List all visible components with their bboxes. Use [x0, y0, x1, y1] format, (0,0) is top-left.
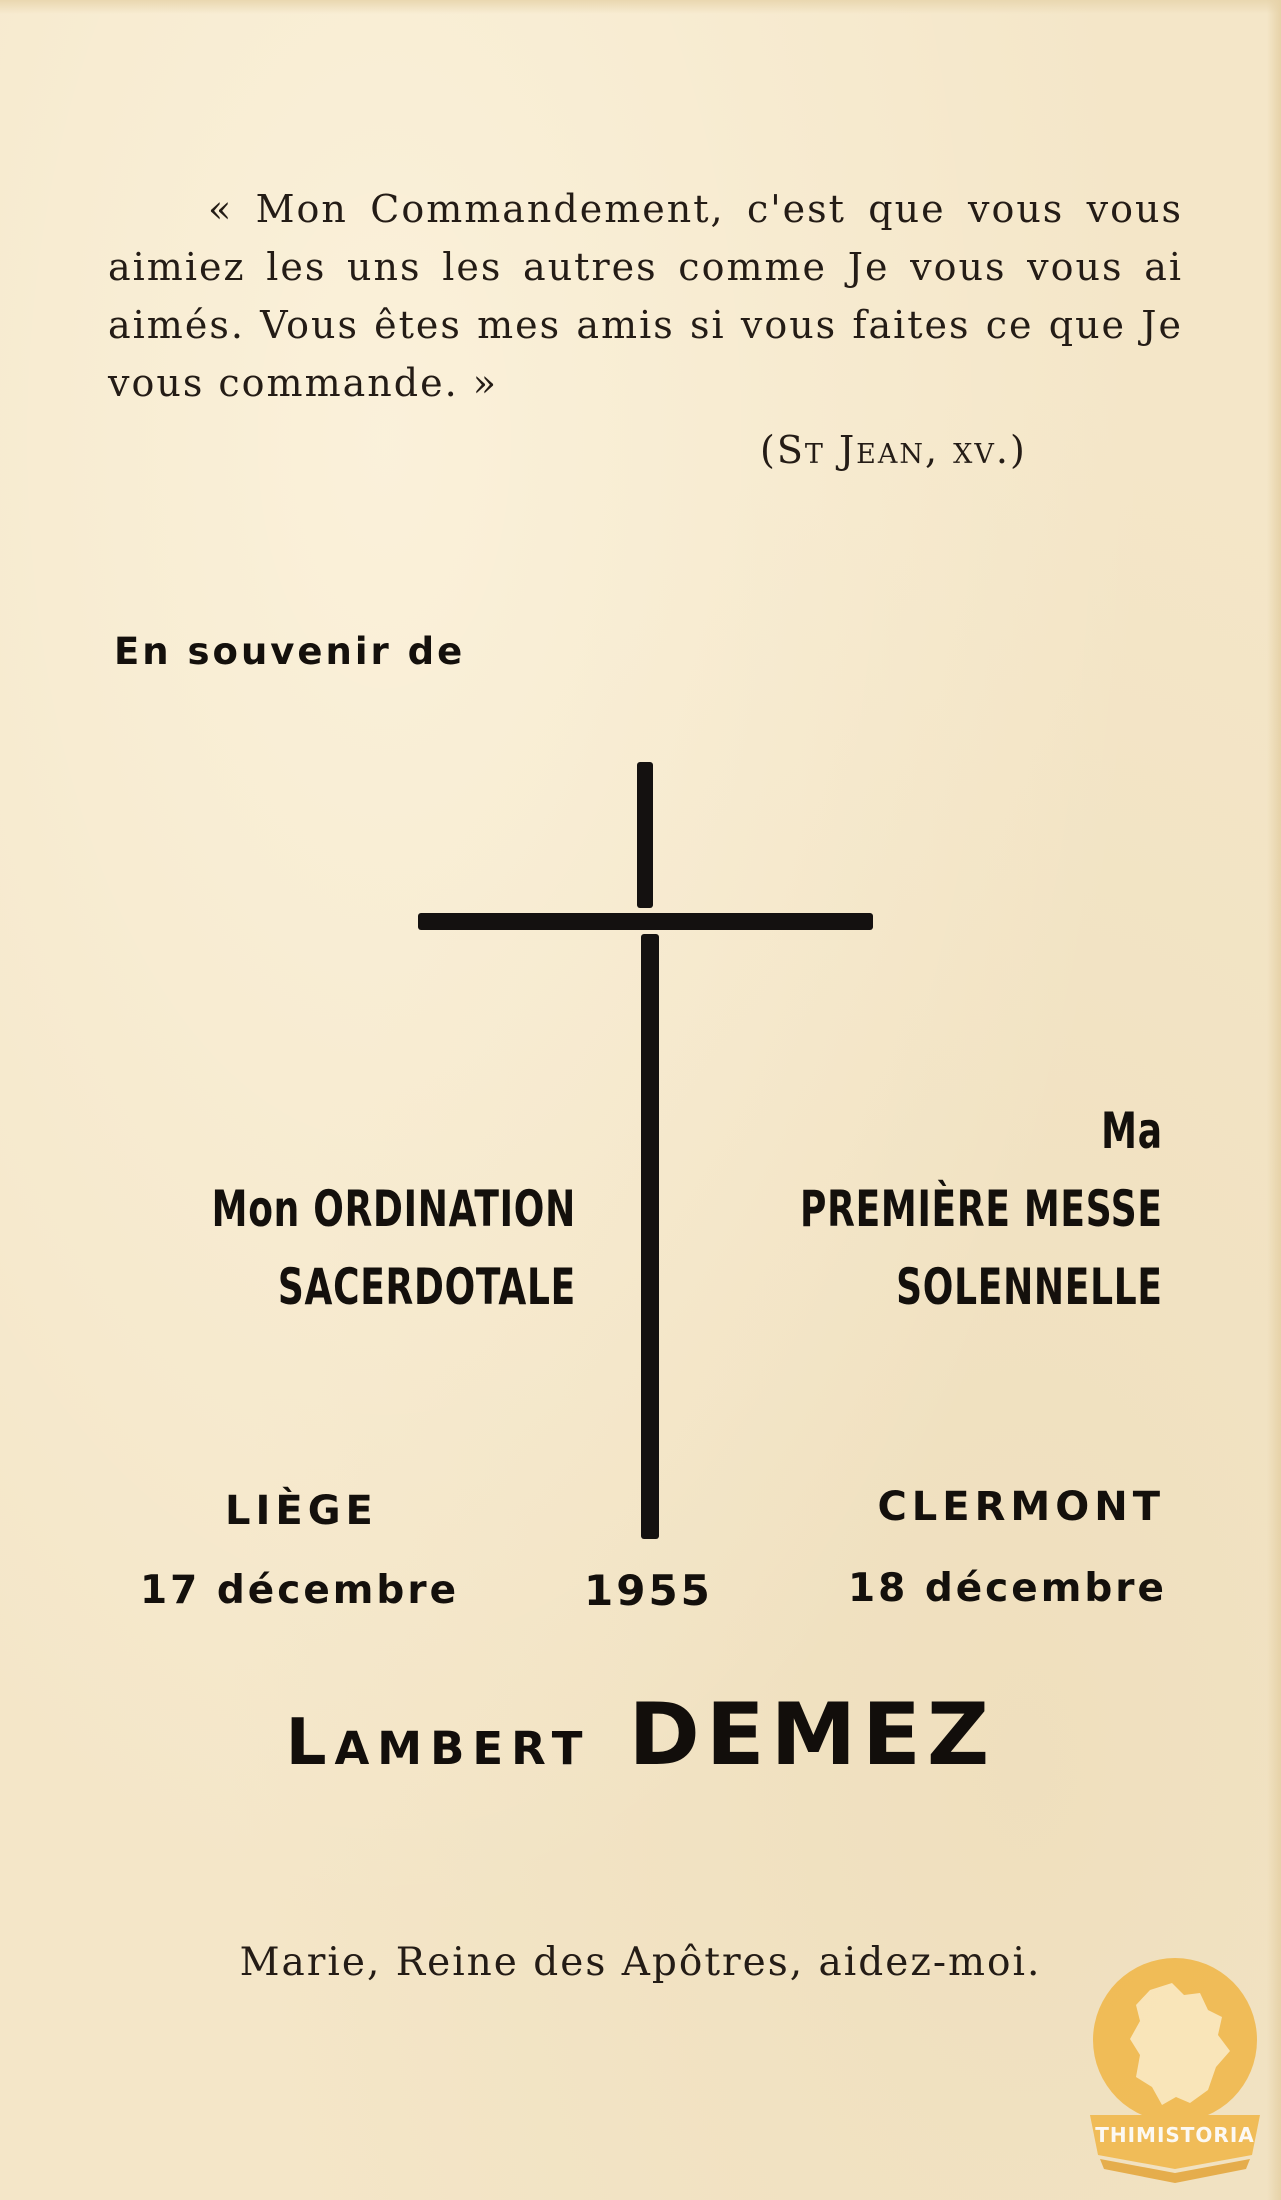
watermark-label: THIMISTORIA	[1095, 2123, 1255, 2147]
paper-edge-right	[1267, 0, 1281, 2200]
ordination-line-1: Mon ORDINATION	[211, 1180, 576, 1238]
priest-name	[0, 1685, 1281, 1785]
first-mass-line-1: Ma	[1101, 1102, 1163, 1160]
souvenir-heading: En souvenir de	[114, 630, 466, 673]
family-name: DEMEZ	[628, 1685, 996, 1785]
ordination-title	[212, 1170, 576, 1326]
ordination-date: 17 décembre	[140, 1568, 460, 1613]
given-name: Lambert	[285, 1706, 591, 1780]
quote-text: « Mon Commandement, c'est que vous vous aimiez les uns les autres comme Je vous vous ai aimés. Vous êtes mes amis si vous faites ce que Je vous commande. »	[108, 187, 1183, 405]
cross-icon-crossbar	[418, 913, 873, 930]
scripture-quote	[108, 180, 1183, 412]
thimistoria-watermark	[1080, 1955, 1270, 2195]
scripture-reference: (St Jean, xv.)	[760, 428, 1027, 472]
ordination-place: LIÈGE	[225, 1488, 378, 1534]
first-mass-line-3: SOLENNELLE	[896, 1258, 1163, 1316]
ordination-line-2: SACERDOTALE	[277, 1258, 576, 1316]
watermark-logo-icon	[1080, 1955, 1270, 2195]
first-mass-line-2: PREMIÈRE MESSE	[800, 1180, 1163, 1238]
paper-edge-top	[0, 0, 1281, 14]
cross-icon-upper-beam	[637, 762, 653, 908]
first-mass-title	[800, 1092, 1163, 1326]
first-mass-place: CLERMONT	[877, 1484, 1165, 1530]
cross-icon-lower-beam	[641, 934, 659, 1539]
first-mass-date: 18 décembre	[847, 1566, 1167, 1611]
event-year: 1955	[584, 1566, 713, 1615]
motto-prayer: Marie, Reine des Apôtres, aidez-moi.	[239, 1940, 1042, 1985]
